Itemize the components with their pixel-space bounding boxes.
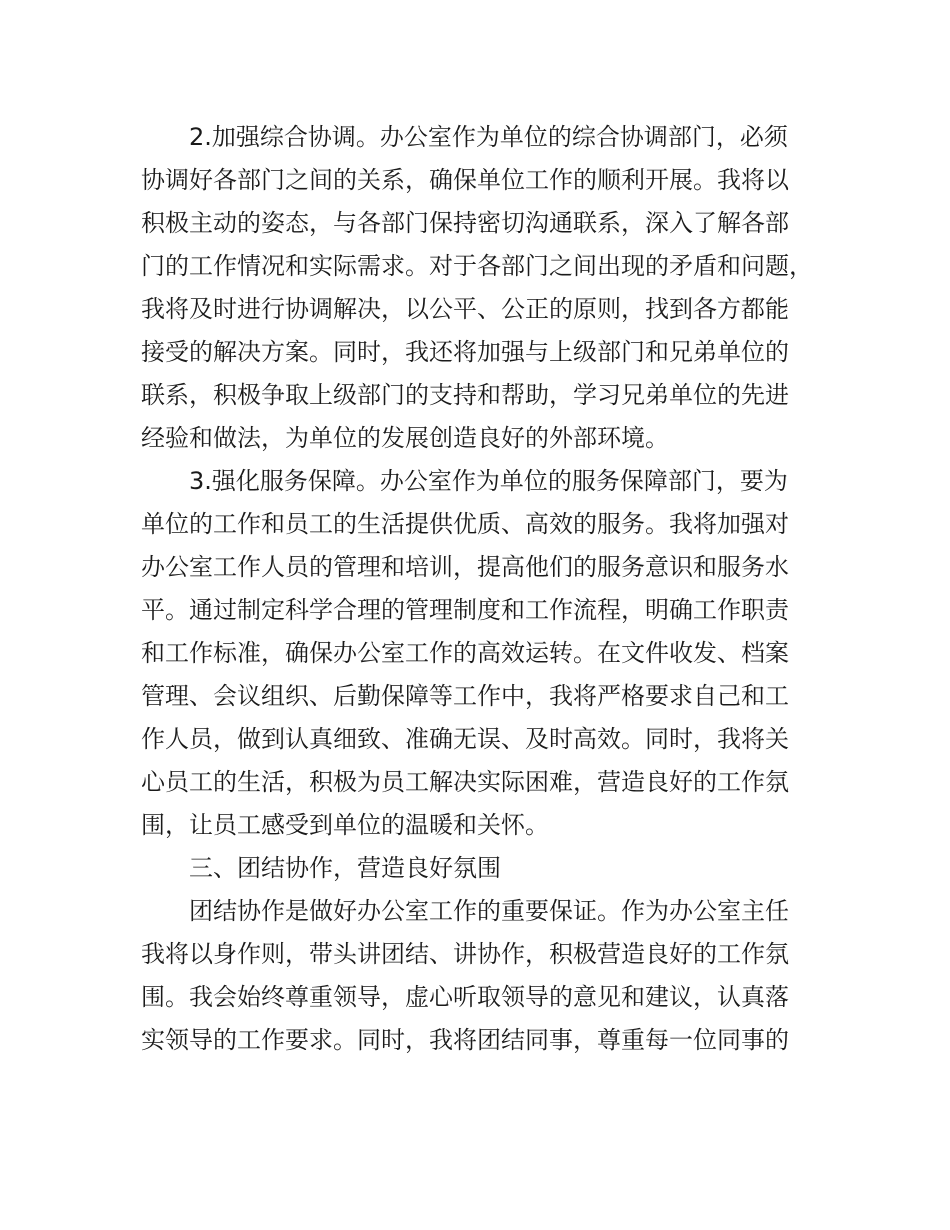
text-line: 围。我会始终尊重领导，虚心听取领导的意见和建议，认真落	[141, 983, 789, 1011]
text-line: 接受的解决方案。同时，我还将加强与上级部门和兄弟单位的	[141, 338, 789, 366]
section-heading	[141, 847, 831, 890]
text-line: 我将以身作则，带头讲团结、讲协作，积极营造良好的工作氛	[141, 940, 789, 968]
text-line: 单位的工作和员工的生活提供优质、高效的服务。我将加强对	[141, 510, 789, 538]
text-line: 心员工的生活，积极为员工解决实际困难，营造良好的工作氛	[141, 768, 789, 796]
text-line: 联系，积极争取上级部门的支持和帮助，学习兄弟单位的先进	[141, 381, 789, 409]
document-body	[141, 116, 831, 1062]
text-line: 团结协作是做好办公室工作的重要保证。作为办公室主任	[189, 897, 789, 925]
text-line: 积极主动的姿态，与各部门保持密切沟通联系，深入了解各部	[141, 209, 789, 237]
text-line: 协调好各部门之间的关系，确保单位工作的顺利开展。我将以	[141, 166, 789, 194]
heading-line: 三、团结协作，营造良好氛围	[189, 854, 501, 882]
text-line: 和工作标准，确保办公室工作的高效运转。在文件收发、档案	[141, 639, 789, 667]
text-line: 管理、会议组织、后勤保障等工作中，我将严格要求自己和工	[141, 682, 789, 710]
text-line: 实领导的工作要求。同时，我将团结同事，尊重每一位同事的	[141, 1026, 789, 1054]
text-line: 我将及时进行协调解决，以公平、公正的原则，找到各方都能	[141, 295, 789, 323]
text-line: 围，让员工感受到单位的温暖和关怀。	[141, 811, 549, 839]
text-line: 办公室工作人员的管理和培训，提高他们的服务意识和服务水	[141, 553, 789, 581]
paragraph-coordination	[141, 116, 831, 460]
paragraph-teamwork	[141, 890, 831, 1062]
paragraph-service	[141, 460, 831, 847]
text-line: 经验和做法，为单位的发展创造良好的外部环境。	[141, 424, 669, 452]
text-line: 3.强化服务保障。办公室作为单位的服务保障部门，要为	[189, 467, 788, 495]
text-line: 作人员，做到认真细致、准确无误、及时高效。同时，我将关	[141, 725, 789, 753]
text-line: 平。通过制定科学合理的管理制度和工作流程，明确工作职责	[141, 596, 789, 624]
text-line: 门的工作情况和实际需求。对于各部门之间出现的矛盾和问题，	[141, 252, 813, 280]
text-line: 2.加强综合协调。办公室作为单位的综合协调部门，必须	[189, 123, 788, 151]
